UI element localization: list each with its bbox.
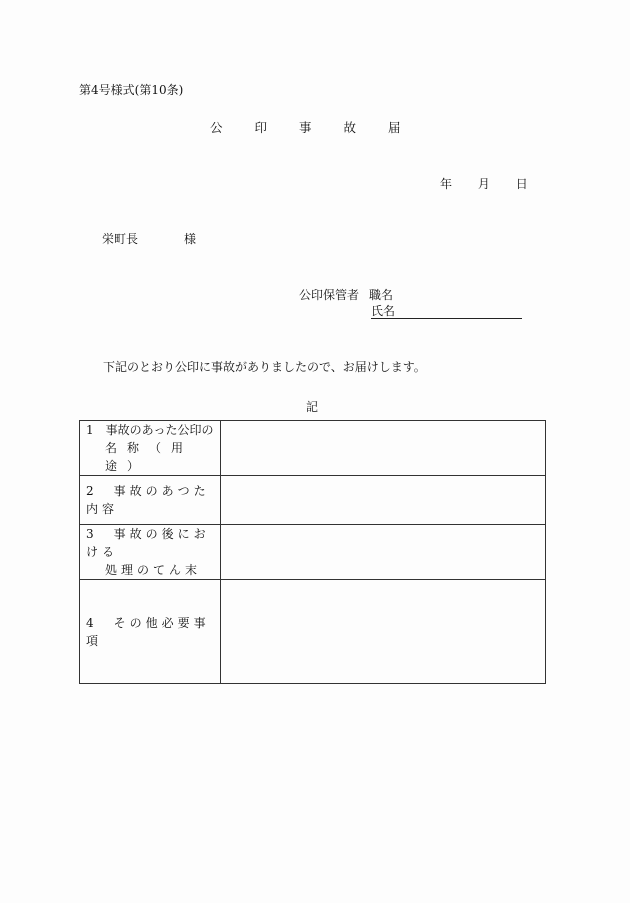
title-char: 届 [388, 120, 401, 135]
addressee-honorific: 様 [184, 232, 197, 246]
body-text: 下記のとおり公印に事故がありましたので、お届けします。 [103, 360, 426, 374]
date-year: 年 [440, 177, 453, 191]
title-char: 故 [343, 120, 357, 135]
form-number: 第4号様式(第10条) [79, 83, 184, 97]
holder-name-field[interactable] [371, 305, 522, 319]
row-value-field[interactable] [220, 421, 545, 476]
table-row [80, 525, 546, 580]
date-day: 日 [515, 177, 528, 191]
row-label-line2: 処理のてん末 [105, 563, 202, 577]
document-title [210, 118, 429, 136]
date-line [440, 175, 550, 192]
table-row [80, 476, 546, 525]
holder-label: 公印保管者 [299, 288, 360, 302]
row-label [80, 421, 221, 476]
row-label-line1: 2 事故のあつた内容 [86, 484, 210, 516]
row-label [80, 580, 221, 684]
row-label-line1: 1 事故のあった公印の [86, 423, 214, 437]
row-label [80, 525, 221, 580]
details-table [79, 420, 546, 684]
row-value-field[interactable] [220, 580, 545, 684]
addressee-name: 栄町長 [102, 232, 139, 246]
holder-post-line [299, 286, 393, 303]
row-label-line1: 4 その他必要事項 [86, 615, 210, 648]
table-row [80, 580, 546, 684]
addressee [102, 230, 196, 247]
ki-heading: 記 [306, 400, 319, 414]
row-label-line1: 3 事故の後における [86, 527, 210, 559]
title-char: 事 [299, 120, 312, 135]
date-month: 月 [477, 177, 490, 191]
row-value-field[interactable] [220, 476, 545, 525]
holder-name-label: 氏名 [371, 304, 396, 318]
title-char: 印 [254, 120, 268, 135]
title-char: 公 [210, 120, 223, 135]
holder-post-label: 職名 [369, 288, 394, 302]
row-label [80, 476, 221, 525]
row-label-line2: 名称（用途） [105, 441, 194, 473]
row-value-field[interactable] [220, 525, 545, 580]
table-row [80, 421, 546, 476]
